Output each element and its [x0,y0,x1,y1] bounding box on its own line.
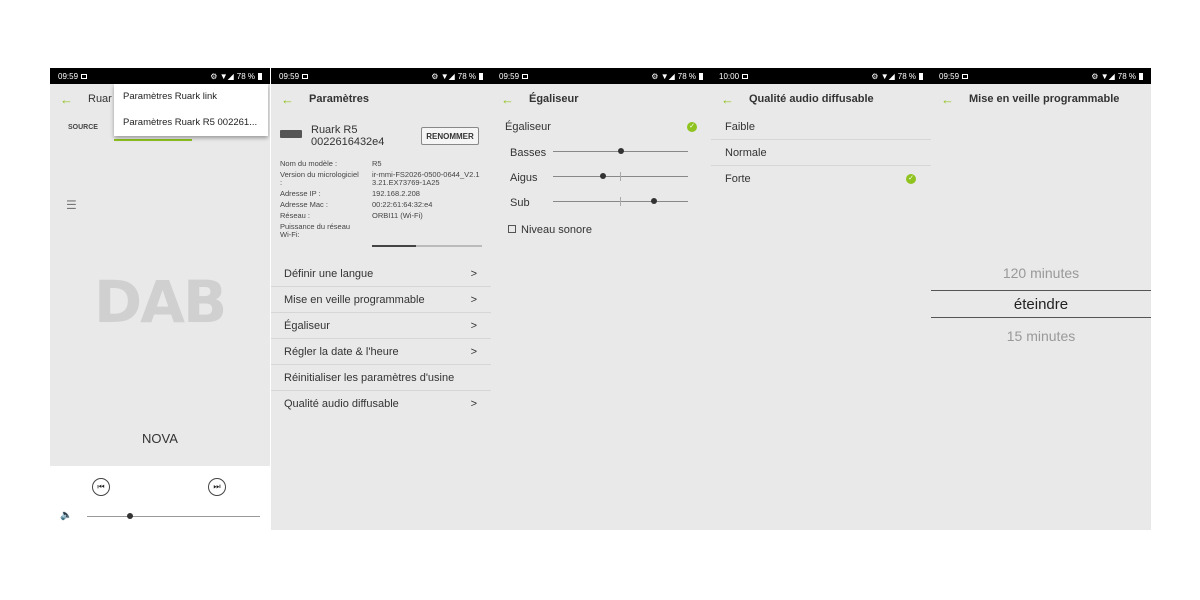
phone-settings-screen [271,68,491,530]
clock: 09:59 [58,71,79,81]
equalizer-toggle-label: Égaliseur [505,121,551,133]
info-label: Adresse Mac : [280,200,328,209]
clock: 09:59 [499,71,520,81]
battery-icon [479,73,483,80]
wifi-strength-bar [372,245,482,247]
device-name [311,124,384,148]
settings-item-sleep-timer[interactable] [271,287,491,313]
settings-item-label: Régler la date & l'heure [284,345,399,358]
signal-icon: ⚙ ▼◢ [651,71,675,81]
info-value: 00:22:61:64:32:e4 [372,200,433,209]
page-title: Égaliseur [529,93,579,105]
settings-item-label: Réinitialiser les paramètres d'usine [284,371,455,384]
picker-divider-bottom [931,317,1151,318]
rename-button[interactable]: RENOMMER [421,127,479,145]
previous-track-icon[interactable]: ⏮ [92,478,110,496]
back-arrow-icon[interactable]: ← [60,91,73,107]
info-label: Puissance du réseau Wi-Fi: [280,222,351,239]
status-bar [491,68,711,84]
option-label: Forte [725,173,751,185]
settings-item-date-time[interactable] [271,339,491,365]
settings-item-audio-quality[interactable] [271,391,491,417]
device-id: 0022616432e4 [311,136,385,148]
battery-icon [699,73,703,80]
volume-slider-handle[interactable] [127,513,133,519]
clock: 10:00 [719,71,740,81]
menu-item-ruark-link[interactable]: Paramètres Ruark link [123,91,217,102]
phone-sleep-timer-screen [931,68,1151,530]
playback-controls [50,466,270,530]
battery-level: 78 % [897,71,916,81]
device-info [280,160,485,242]
notification-icon [522,74,528,79]
menu-item-ruark-r5[interactable]: Paramètres Ruark R5 002261... [123,117,258,128]
loudness-label: Niveau sonore [521,224,592,236]
tab-indicator [114,139,192,141]
settings-item-language[interactable] [271,261,491,287]
chevron-right-icon: > [470,293,477,306]
info-label: Réseau : [280,211,311,220]
slider-center-tick [620,197,621,206]
chevron-right-icon: > [470,398,477,410]
battery-level: 78 % [457,71,476,81]
checkmark-icon: ✓ [906,174,916,184]
signal-icon: ⚙ ▼◢ [431,71,455,81]
app-bar [491,84,711,114]
battery-level: 78 % [1117,71,1136,81]
checkmark-icon[interactable]: ✓ [687,122,697,132]
picker-divider-top [931,290,1151,291]
speaker-icon: 🔈 [60,510,73,521]
quality-option-low[interactable] [711,114,931,140]
band-label-sub: Sub [510,197,530,209]
clock: 09:59 [939,71,960,81]
quality-option-normal[interactable] [711,140,931,166]
app-bar [271,84,491,114]
quality-option-high[interactable] [711,166,931,192]
slider-center-tick [620,172,621,181]
bass-slider-handle[interactable] [618,148,624,154]
loudness-checkbox[interactable] [508,225,516,233]
notification-icon [962,74,968,79]
signal-icon: ⚙ ▼◢ [871,71,895,81]
info-label: Adresse IP : [280,189,321,198]
list-icon[interactable]: ☰ [66,198,77,212]
page-title: Mise en veille programmable [969,93,1120,105]
picker-option-above[interactable]: 120 minutes [1002,265,1080,281]
status-bar [931,68,1151,84]
signal-icon: ⚙ ▼◢ [210,71,234,81]
chevron-right-icon: > [470,267,477,280]
info-value: R5 [372,159,382,168]
settings-item-label: Mise en veille programmable [284,293,425,306]
picker-option-below[interactable]: 15 minutes [1006,328,1076,344]
speaker-device-icon [280,130,302,138]
back-arrow-icon[interactable]: ← [501,91,514,107]
notification-icon [81,74,87,79]
app-bar [931,84,1151,114]
page-title: Qualité audio diffusable [749,93,874,105]
info-label: Version du micrologiciel : [280,170,359,187]
battery-icon [919,73,923,80]
battery-icon [258,73,262,80]
option-label: Normale [725,146,767,159]
device-model: Ruark R5 [311,124,358,136]
volume-slider[interactable] [87,516,260,517]
quality-options [711,114,931,192]
page-title: Ruar [88,93,112,105]
chevron-right-icon: > [470,345,477,358]
clock: 09:59 [279,71,300,81]
phone-source-screen [50,68,270,530]
app-bar [711,84,931,114]
info-value [362,223,472,239]
chevron-right-icon: > [470,319,477,332]
settings-item-label: Égaliseur [284,319,330,332]
treble-slider-handle[interactable] [600,173,606,179]
station-name: NOVA [142,431,178,446]
settings-item-equalizer[interactable] [271,313,491,339]
settings-item-label: Définir une langue [284,267,374,280]
overflow-menu [114,84,268,136]
status-bar [50,68,270,84]
notification-icon [302,74,308,79]
back-arrow-icon[interactable]: ← [721,91,734,107]
info-value: ir-mmi-FS2026-0500-0644_V2.13.21.EX73769-1A25 [372,170,480,187]
phone-audio-quality-screen [711,68,931,530]
battery-icon [1139,73,1143,80]
band-label-treble: Aigus [510,172,538,184]
info-value: 192.168.2.208 [372,189,420,198]
info-label: Nom du modèle : [280,159,338,168]
back-arrow-icon[interactable]: ← [281,91,294,107]
status-bar [271,68,491,84]
picker-option-selected[interactable]: éteindre [1013,296,1069,313]
settings-item-label: Qualité audio diffusable [284,398,399,410]
wifi-strength-fill [372,245,416,247]
option-label: Faible [725,120,755,133]
info-value: ORBI11 (Wi-Fi) [372,211,423,220]
status-bar [711,68,931,84]
signal-icon: ⚙ ▼◢ [1091,71,1115,81]
dab-logo: DAB [94,268,226,336]
settings-list [271,261,491,417]
battery-level: 78 % [236,71,255,81]
phone-equalizer-screen [491,68,711,530]
sub-slider-handle[interactable] [651,198,657,204]
back-arrow-icon[interactable]: ← [941,91,954,107]
notification-icon [742,74,748,79]
next-track-icon[interactable]: ⏭ [208,478,226,496]
battery-level: 78 % [677,71,696,81]
settings-item-factory-reset[interactable] [271,365,491,391]
tab-source[interactable]: SOURCE [68,124,98,131]
page-title: Paramètres [309,93,369,105]
band-label-bass: Basses [510,147,547,159]
